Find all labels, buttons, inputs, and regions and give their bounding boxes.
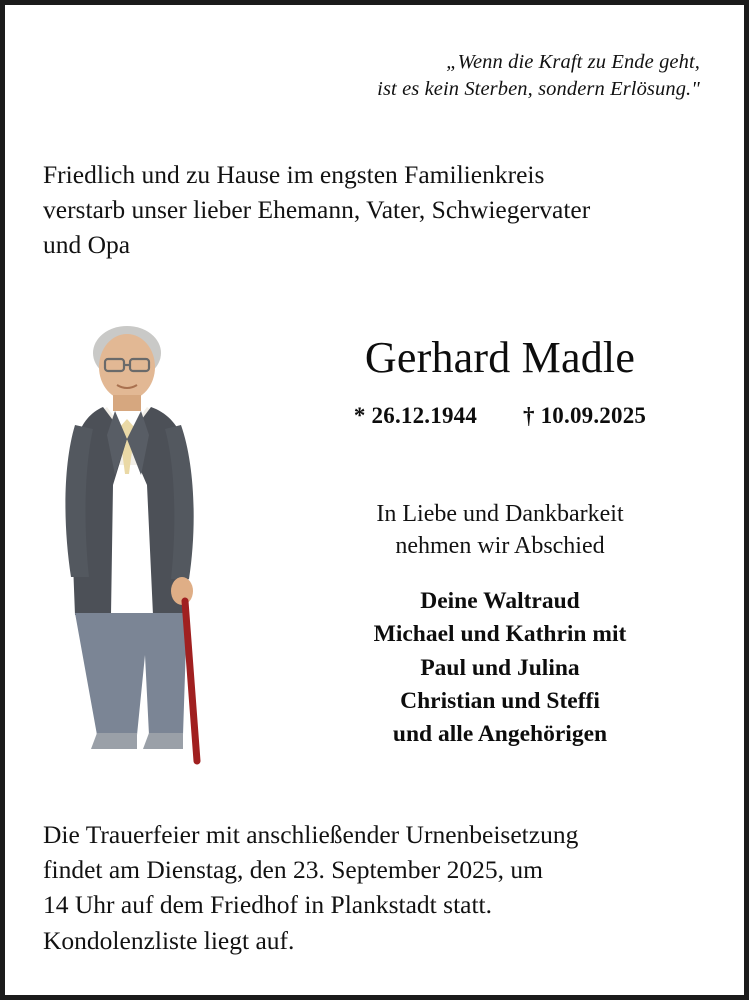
family-names: [265, 585, 735, 752]
funeral-line-3: 14 Uhr auf dem Friedhof in Plankstadt statt.: [43, 890, 493, 920]
memorial-quote: [377, 49, 700, 103]
family-line-1: Deine Waltraud: [420, 588, 580, 614]
family-line-4: Christian und Steffi: [400, 688, 600, 715]
death-date: † 10.09.2025: [522, 403, 647, 428]
quote-line-1: „Wenn die Kraft zu Ende geht,: [446, 51, 700, 73]
birth-date: * 26.12.1944: [353, 403, 478, 428]
intro-line-2: verstarb unser lieber Ehemann, Vater, Schwiegervater: [43, 195, 591, 225]
funeral-line-2: findet am Dienstag, den 23. September 2025, um: [43, 855, 543, 885]
family-line-2: Michael und Kathrin mit: [373, 621, 627, 648]
portrait-photo: [45, 315, 245, 775]
deceased-name: Gerhard Madle: [364, 333, 636, 382]
quote-line-2: ist es kein Sterben, sondern Erlösung.": [377, 78, 700, 101]
intro-line-3: und Opa: [43, 230, 131, 260]
funeral-details: [43, 817, 723, 958]
family-line-5: und alle Angehörigen: [392, 721, 608, 748]
intro-line-1: Friedlich und zu Hause im engsten Familienkreis: [43, 160, 545, 189]
farewell-line-1: In Liebe und Dankbarkeit: [376, 501, 624, 527]
farewell-line-2: nehmen wir Abschied: [395, 532, 605, 559]
family-line-3: Paul und Julina: [420, 654, 580, 681]
obituary-inner-frame: [5, 5, 744, 995]
intro-text: [43, 157, 703, 263]
funeral-line-1: Die Trauerfeier mit anschließender Urnenbeisetzung: [43, 820, 579, 849]
life-dates: [265, 403, 735, 429]
farewell-text: [265, 499, 735, 563]
funeral-line-4: Kondolenzliste liegt auf.: [43, 925, 295, 955]
